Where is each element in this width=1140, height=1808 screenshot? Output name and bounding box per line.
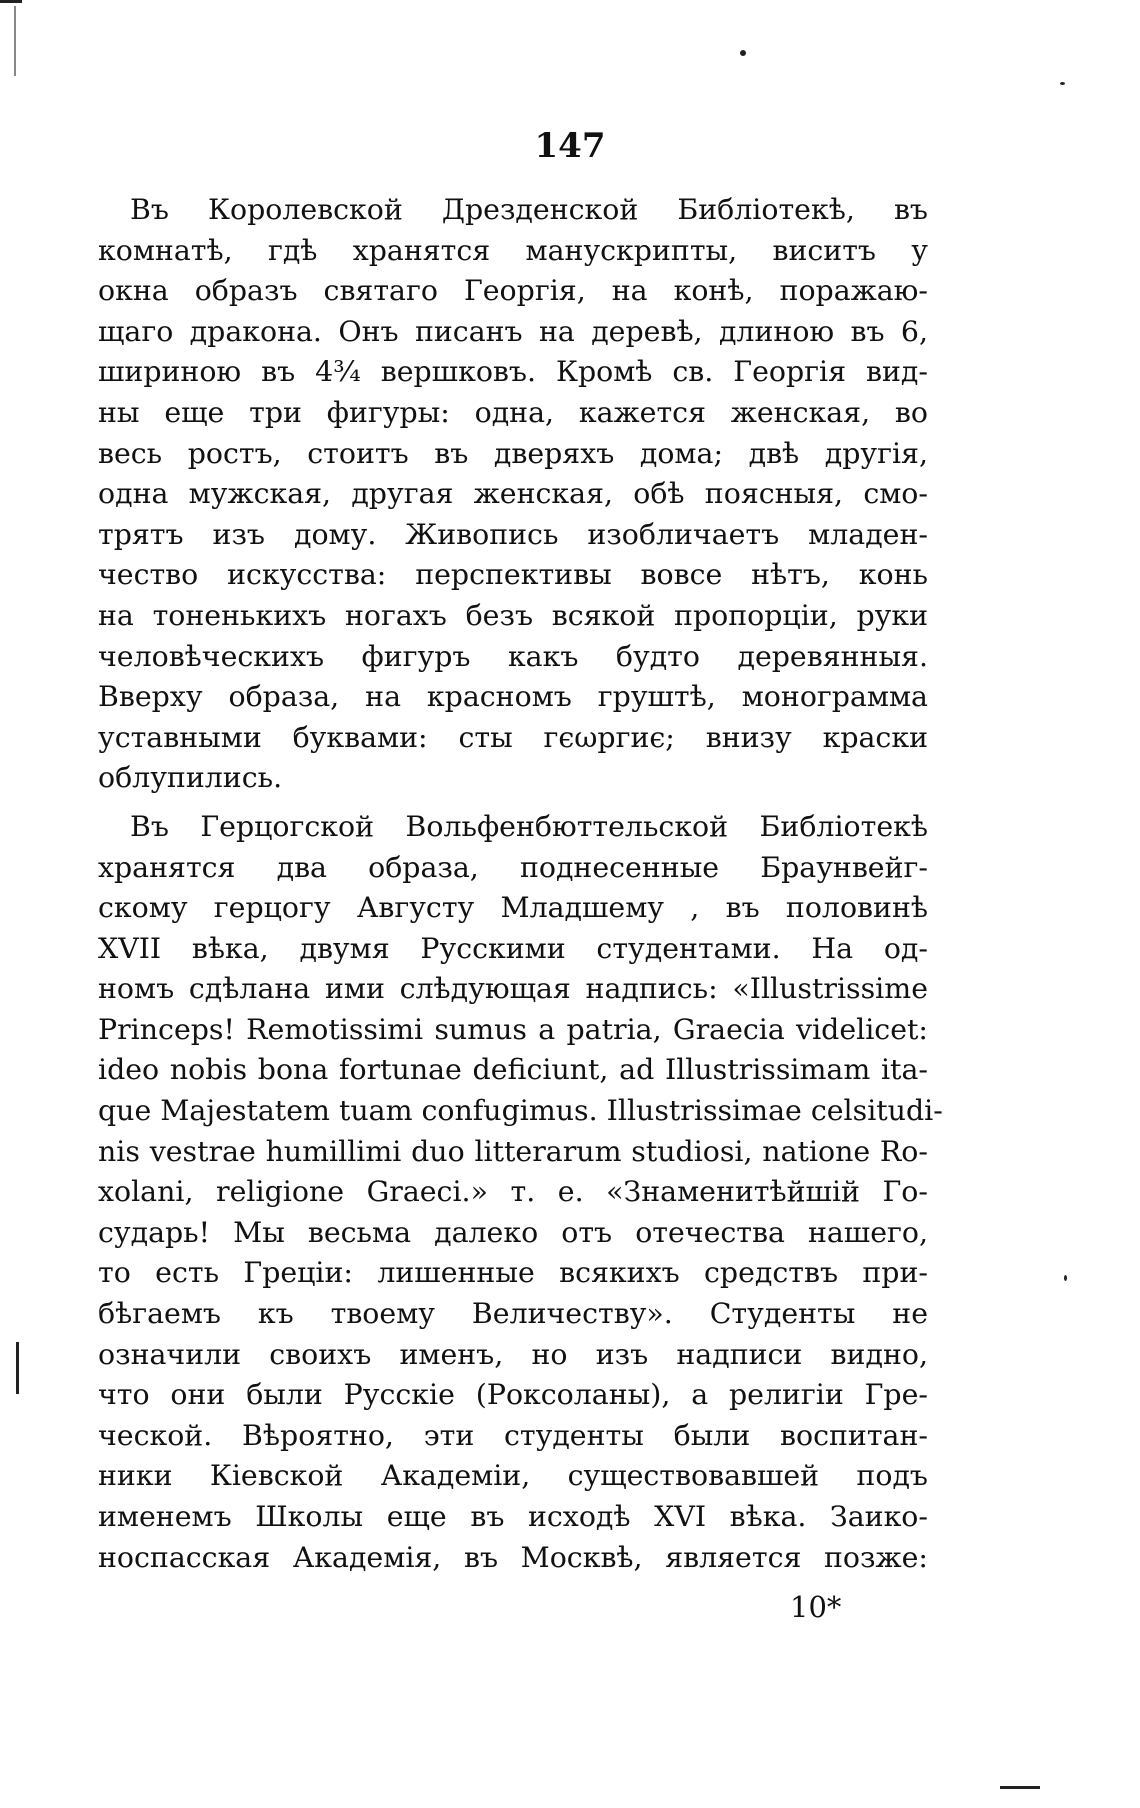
text-line: сударь! Мы весьма далеко отъ отечества нашего, xyxy=(98,1215,928,1249)
text-line: облупились. xyxy=(98,761,283,795)
text-line: ны еще три фигуры: одна, кажется женская, во xyxy=(98,395,928,429)
text-line: весь ростъ, стоитъ въ дверяхъ дома; двѣ другія, xyxy=(98,436,928,470)
text-line: nis vestrae humillimi duo litterarum studiosi, natione Ro- xyxy=(98,1134,928,1168)
scan-speck xyxy=(1060,82,1065,85)
text-line: Вверху образа, на красномъ груштѣ, монограмма xyxy=(98,680,928,714)
text-line: номъ сдѣлана ими слѣдующая надпись: «Illustrissime xyxy=(98,972,928,1006)
text-line: que Majestatem tuam confugimus. Illustrissimae celsitudi- xyxy=(98,1094,943,1128)
text-line: бѣгаемъ къ твоему Величеству». Студенты не xyxy=(98,1297,928,1331)
text-line: комнатѣ, гдѣ хранятся манускрипты, виситъ у xyxy=(98,233,928,267)
text-line: означили своихъ именъ, но изъ надписи видно, xyxy=(98,1337,928,1371)
page-number: 147 xyxy=(534,126,606,166)
text-line: то есть Греціи: лишенные всякихъ средствъ при- xyxy=(98,1256,928,1290)
text-line: ideo nobis bona fortunae deficiunt, ad Illustrissimam ita- xyxy=(98,1053,928,1087)
text-line: окна образъ святаго Георгія, на конѣ, поражаю- xyxy=(98,274,928,308)
text-line: щаго дракона. Онъ писанъ на деревѣ, длиною въ 6, xyxy=(98,314,928,348)
text-line: ники Кіевской Академіи, существовавшей подъ xyxy=(98,1459,928,1493)
signature-mark: 10* xyxy=(790,1590,842,1624)
text-block xyxy=(98,190,943,1578)
scan-edge-mark-left xyxy=(14,6,16,76)
text-line: скому герцогу Августу Младшему , въ половинѣ xyxy=(98,891,928,925)
text-line: именемъ Школы еще въ исходѣ XVI вѣка. Заико- xyxy=(98,1500,928,1533)
paragraph-dresden xyxy=(98,190,928,799)
text-line: одна мужская, другая женская, обѣ поясныя, смо- xyxy=(98,477,928,511)
text-line: носпасская Академія, въ Москвѣ, является позже: xyxy=(98,1540,928,1574)
text-line: что они были Русскіе (Роксоланы), а религіи Гре- xyxy=(98,1378,928,1412)
text-line: Въ Герцогской Вольфенбюттельской Библіотекѣ xyxy=(130,809,928,843)
scan-speck xyxy=(740,50,746,56)
text-line: человѣческихъ фигуръ какъ будто деревянныя. xyxy=(98,639,928,673)
text-line: Princeps! Remotissimi sumus a patria, Graecia videlicet: xyxy=(98,1012,928,1046)
scan-edge-mark-left-lower xyxy=(16,1342,19,1394)
scan-edge-mark-bottom-right xyxy=(1000,1786,1040,1789)
text-line: трятъ изъ дому. Живопись изобличаетъ младен- xyxy=(98,517,928,551)
text-line: xolani, religione Graeci.» т. е. «Знаменитѣйшій Го- xyxy=(98,1175,928,1209)
text-line: хранятся два образа, поднесенные Браунвейг- xyxy=(98,850,928,884)
scan-speck xyxy=(1064,1275,1067,1281)
text-line: шириною въ 4¾ вершковъ. Кромѣ св. Георгія вид- xyxy=(98,355,928,389)
text-line: чество искусства: перспективы вовсе нѣтъ, конь xyxy=(98,558,928,592)
text-line: уставными буквами: сты гєωргиє; внизу краски xyxy=(98,720,928,754)
scan-edge-mark-top-left xyxy=(0,0,22,3)
text-line: Въ Королевской Дрезденской Библіотекѣ, въ xyxy=(130,193,928,226)
paragraph-wolfenbuettel xyxy=(98,807,943,1578)
text-line: на тоненькихъ ногахъ безъ всякой пропорціи, руки xyxy=(98,598,928,632)
text-line: ческой. Вѣроятно, эти студенты были воспитан- xyxy=(98,1418,928,1452)
text-line: XVII вѣка, двумя Русскими студентами. На од- xyxy=(98,931,928,965)
